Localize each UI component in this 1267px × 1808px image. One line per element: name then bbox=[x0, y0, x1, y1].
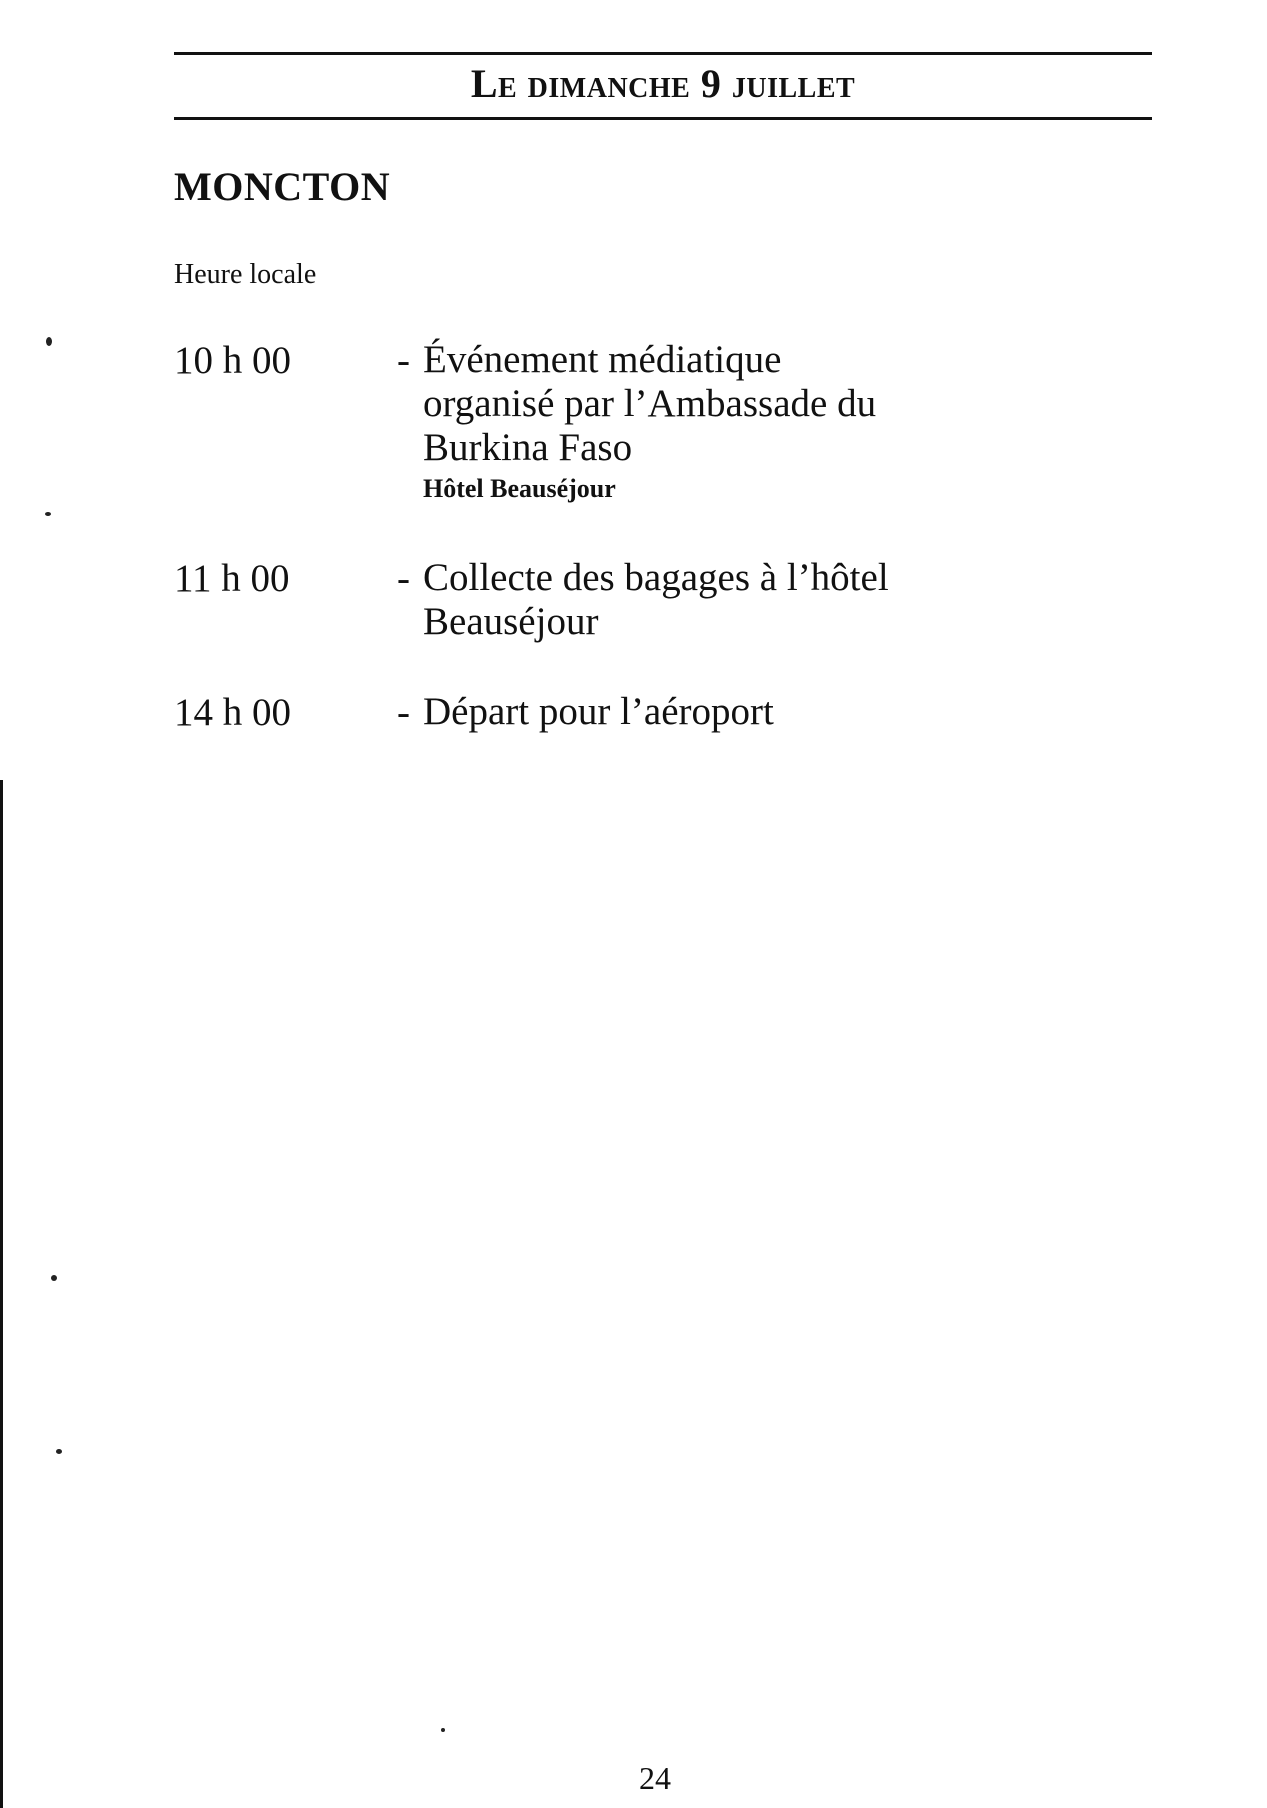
entry-line: Beauséjour bbox=[423, 600, 599, 643]
entry-line: Collecte des bagages à l’hôtel bbox=[423, 556, 889, 599]
entry-description bbox=[423, 690, 1063, 734]
entry-dash: - bbox=[397, 557, 410, 600]
header-bottom-rule bbox=[174, 117, 1152, 120]
entry-time: 10 h 00 bbox=[174, 339, 291, 382]
entry-line: Événement médiatique bbox=[423, 338, 782, 381]
entry-time: 11 h 00 bbox=[174, 557, 290, 600]
scan-speck bbox=[441, 1728, 445, 1732]
entry-description bbox=[423, 338, 1063, 508]
entry-venue: Hôtel Beauséjour bbox=[423, 474, 616, 503]
entry-line: Départ pour l’aéroport bbox=[423, 690, 774, 733]
entry-dash: - bbox=[397, 691, 410, 734]
scan-speck bbox=[51, 1275, 57, 1281]
page-number: 24 bbox=[639, 1760, 671, 1796]
scan-speck bbox=[56, 1449, 62, 1454]
entry-description bbox=[423, 556, 1063, 644]
entry-time: 14 h 00 bbox=[174, 691, 291, 734]
scan-speck bbox=[46, 337, 52, 346]
scan-speck bbox=[45, 512, 51, 516]
city-heading: MONCTON bbox=[174, 164, 391, 209]
day-heading: Le dimanche 9 juillet bbox=[470, 61, 856, 106]
entry-line: organisé par l’Ambassade du bbox=[423, 382, 877, 425]
entry-dash: - bbox=[397, 339, 410, 382]
timezone-label: Heure locale bbox=[174, 259, 317, 290]
scan-edge-line bbox=[0, 780, 3, 1808]
entry-line: Burkina Faso bbox=[423, 426, 633, 469]
header-top-rule bbox=[174, 52, 1152, 55]
